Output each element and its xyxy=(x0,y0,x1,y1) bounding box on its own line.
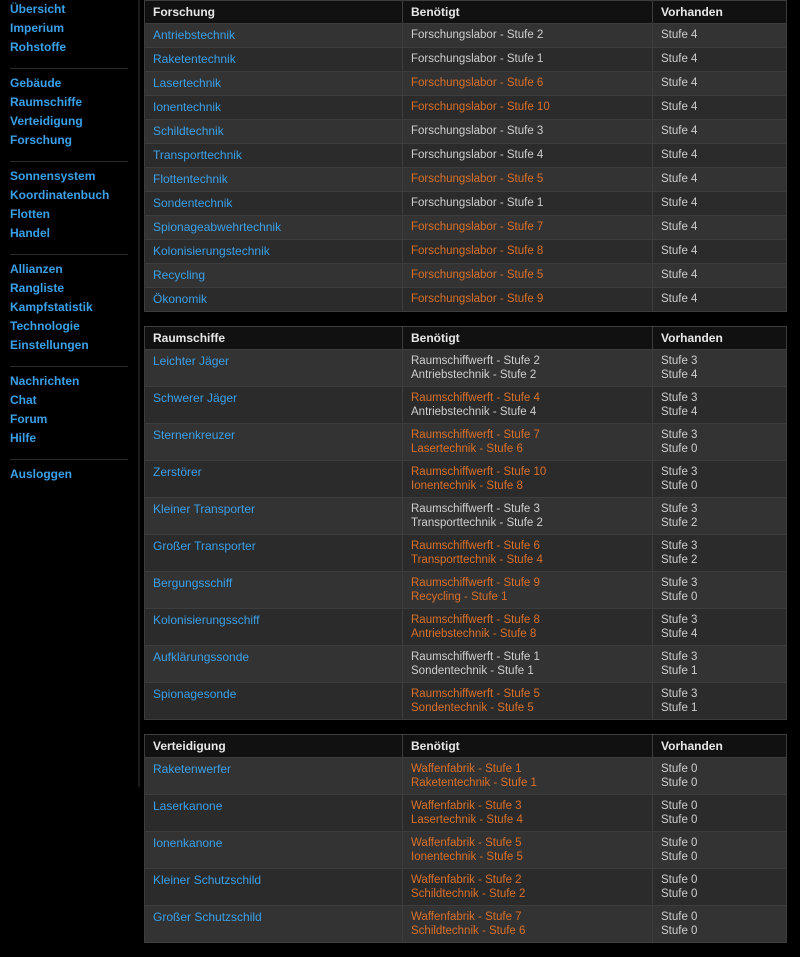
cell-available xyxy=(653,387,787,424)
sidebar-item-kampfstatistik[interactable]: Kampfstatistik xyxy=(10,300,93,314)
cell-available xyxy=(653,869,787,906)
sidebar-item-forum[interactable]: Forum xyxy=(10,412,48,426)
requirement-met: Antriebstechnik - Stufe 2 xyxy=(411,369,537,381)
table-row xyxy=(145,48,787,72)
item-link[interactable]: Ionenkanone xyxy=(153,836,223,850)
cell-requirements xyxy=(403,461,653,498)
cell-name xyxy=(145,288,403,312)
item-link[interactable]: Spionageabwehrtechnik xyxy=(153,220,282,234)
item-link[interactable]: Kolonisierungsschiff xyxy=(153,613,260,627)
available-level: Stufe 2 xyxy=(661,517,698,529)
table-row xyxy=(145,168,787,192)
sidebar-group-5 xyxy=(10,465,138,484)
cell-name xyxy=(145,168,403,192)
requirement-met: Sondentechnik - Stufe 1 xyxy=(411,665,534,677)
cell-name xyxy=(145,646,403,683)
sidebar-item-uebersicht[interactable]: Übersicht xyxy=(10,2,66,16)
table-row xyxy=(145,795,787,832)
available-level: Stufe 0 xyxy=(661,763,698,775)
cell-name xyxy=(145,264,403,288)
cell-requirements xyxy=(403,906,653,943)
sidebar-item-technologie[interactable]: Technologie xyxy=(10,319,80,333)
table-row xyxy=(145,72,787,96)
cell-name xyxy=(145,683,403,720)
requirement-met: Raumschiffwerft - Stufe 3 xyxy=(411,503,540,515)
cell-available xyxy=(653,461,787,498)
available-level: Stufe 1 xyxy=(661,665,698,677)
requirement-unmet: Forschungslabor - Stufe 8 xyxy=(411,245,544,257)
available-level: Stufe 4 xyxy=(661,101,698,113)
cell-name xyxy=(145,424,403,461)
requirement-unmet: Raumschiffwerft - Stufe 6 xyxy=(411,540,540,552)
item-link[interactable]: Antriebstechnik xyxy=(153,28,236,42)
sidebar-separator xyxy=(10,254,128,255)
column-header-required: Benötigt xyxy=(403,735,653,758)
column-header-required: Benötigt xyxy=(403,327,653,350)
requirement-unmet: Raumschiffwerft - Stufe 9 xyxy=(411,577,540,589)
available-level: Stufe 0 xyxy=(661,874,698,886)
sidebar-item-einstellungen[interactable]: Einstellungen xyxy=(10,338,89,352)
available-level: Stufe 3 xyxy=(661,466,698,478)
requirement-unmet: Waffenfabrik - Stufe 5 xyxy=(411,837,522,849)
cell-name xyxy=(145,461,403,498)
cell-requirements xyxy=(403,264,653,288)
available-level: Stufe 4 xyxy=(661,221,698,233)
column-header-name: Verteidigung xyxy=(145,735,403,758)
cell-available xyxy=(653,96,787,120)
cell-requirements xyxy=(403,48,653,72)
item-link[interactable]: Ionentechnik xyxy=(153,100,222,114)
sidebar-item-rohstoffe[interactable]: Rohstoffe xyxy=(10,40,66,54)
sidebar-group-3 xyxy=(10,260,138,355)
cell-requirements xyxy=(403,387,653,424)
requirement-unmet: Forschungslabor - Stufe 5 xyxy=(411,173,544,185)
table-row xyxy=(145,350,787,387)
column-header-name: Raumschiffe xyxy=(145,327,403,350)
available-level: Stufe 4 xyxy=(661,293,698,305)
sidebar-item-rangliste[interactable]: Rangliste xyxy=(10,281,65,295)
sidebar-item-koordinatenbuch[interactable]: Koordinatenbuch xyxy=(10,188,110,202)
table-row xyxy=(145,609,787,646)
available-level: Stufe 4 xyxy=(661,149,698,161)
cell-available xyxy=(653,795,787,832)
available-level: Stufe 0 xyxy=(661,800,698,812)
requirement-met: Transporttechnik - Stufe 2 xyxy=(411,517,543,529)
requirement-met: Forschungslabor - Stufe 1 xyxy=(411,53,544,65)
available-level: Stufe 0 xyxy=(661,480,698,492)
table-forschung xyxy=(144,0,787,312)
cell-name xyxy=(145,906,403,943)
available-level: Stufe 3 xyxy=(661,614,698,626)
cell-requirements xyxy=(403,646,653,683)
cell-available xyxy=(653,832,787,869)
cell-available xyxy=(653,609,787,646)
cell-name xyxy=(145,498,403,535)
available-level: Stufe 3 xyxy=(661,577,698,589)
requirement-unmet: Lasertechnik - Stufe 6 xyxy=(411,443,523,455)
table-raumschiffe xyxy=(144,326,787,720)
requirement-unmet: Waffenfabrik - Stufe 3 xyxy=(411,800,522,812)
requirement-unmet: Lasertechnik - Stufe 4 xyxy=(411,814,523,826)
cell-requirements xyxy=(403,535,653,572)
cell-available xyxy=(653,264,787,288)
item-link[interactable]: Großer Transporter xyxy=(153,539,256,553)
cell-name xyxy=(145,120,403,144)
item-link[interactable]: Transporttechnik xyxy=(153,148,242,162)
item-link[interactable]: Aufklärungssonde xyxy=(153,650,250,664)
item-link[interactable]: Bergungsschiff xyxy=(153,576,233,590)
cell-available xyxy=(653,48,787,72)
table-row xyxy=(145,120,787,144)
cell-requirements xyxy=(403,350,653,387)
table-row xyxy=(145,192,787,216)
requirement-unmet: Transporttechnik - Stufe 4 xyxy=(411,554,543,566)
cell-available xyxy=(653,144,787,168)
available-level: Stufe 3 xyxy=(661,392,698,404)
requirement-unmet: Raumschiffwerft - Stufe 7 xyxy=(411,429,540,441)
cell-requirements xyxy=(403,144,653,168)
technology-overview xyxy=(144,0,792,957)
requirement-unmet: Forschungslabor - Stufe 7 xyxy=(411,221,544,233)
cell-available xyxy=(653,72,787,96)
sidebar-group-0 xyxy=(10,0,138,57)
table-row xyxy=(145,683,787,720)
column-header-available: Vorhanden xyxy=(653,327,787,350)
requirement-unmet: Raumschiffwerft - Stufe 8 xyxy=(411,614,540,626)
cell-requirements xyxy=(403,498,653,535)
available-level: Stufe 4 xyxy=(661,245,698,257)
requirement-unmet: Recycling - Stufe 1 xyxy=(411,591,508,603)
requirement-unmet: Raumschiffwerft - Stufe 4 xyxy=(411,392,540,404)
available-level: Stufe 0 xyxy=(661,777,698,789)
cell-requirements xyxy=(403,96,653,120)
table-row xyxy=(145,906,787,943)
cell-requirements xyxy=(403,216,653,240)
table-row xyxy=(145,572,787,609)
column-header-required: Benötigt xyxy=(403,1,653,24)
available-level: Stufe 0 xyxy=(661,851,698,863)
available-level: Stufe 3 xyxy=(661,503,698,515)
item-link[interactable]: Raketentechnik xyxy=(153,52,236,66)
item-link[interactable]: Recycling xyxy=(153,268,206,282)
cell-requirements xyxy=(403,240,653,264)
sidebar-item-handel[interactable]: Handel xyxy=(10,226,51,240)
item-link[interactable]: Großer Schutzschild xyxy=(153,910,262,924)
table-verteidigung xyxy=(144,734,787,943)
cell-name xyxy=(145,216,403,240)
item-link[interactable]: Sondentechnik xyxy=(153,196,233,210)
cell-name xyxy=(145,24,403,48)
requirement-unmet: Sondentechnik - Stufe 5 xyxy=(411,702,534,714)
sidebar xyxy=(0,0,138,787)
cell-requirements xyxy=(403,120,653,144)
available-level: Stufe 4 xyxy=(661,406,698,418)
item-link[interactable]: Leichter Jäger xyxy=(153,354,230,368)
available-level: Stufe 4 xyxy=(661,173,698,185)
cell-name xyxy=(145,48,403,72)
cell-available xyxy=(653,240,787,264)
sidebar-item-raumschiffe[interactable]: Raumschiffe xyxy=(10,95,83,109)
cell-requirements xyxy=(403,168,653,192)
requirement-unmet: Forschungslabor - Stufe 10 xyxy=(411,101,550,113)
item-link[interactable]: Ökonomik xyxy=(153,292,208,306)
item-link[interactable]: Lasertechnik xyxy=(153,76,222,90)
sidebar-item-sonnensystem[interactable]: Sonnensystem xyxy=(10,169,96,183)
cell-requirements xyxy=(403,832,653,869)
available-level: Stufe 3 xyxy=(661,429,698,441)
cell-available xyxy=(653,758,787,795)
table-row xyxy=(145,758,787,795)
cell-name xyxy=(145,240,403,264)
cell-requirements xyxy=(403,609,653,646)
cell-name xyxy=(145,72,403,96)
sidebar-item-gebaeude[interactable]: Gebäude xyxy=(10,76,62,90)
available-level: Stufe 4 xyxy=(661,269,698,281)
available-level: Stufe 0 xyxy=(661,814,698,826)
cell-available xyxy=(653,424,787,461)
cell-available xyxy=(653,646,787,683)
table-row xyxy=(145,498,787,535)
item-link[interactable]: Laserkanone xyxy=(153,799,223,813)
cell-available xyxy=(653,288,787,312)
requirement-unmet: Schildtechnik - Stufe 6 xyxy=(411,925,526,937)
table-row xyxy=(145,646,787,683)
cell-available xyxy=(653,24,787,48)
sidebar-item-forschung[interactable]: Forschung xyxy=(10,133,72,147)
item-link[interactable]: Raketenwerfer xyxy=(153,762,232,776)
cell-name xyxy=(145,144,403,168)
sidebar-item-verteidigung[interactable]: Verteidigung xyxy=(10,114,83,128)
cell-available xyxy=(653,572,787,609)
sidebar-separator xyxy=(10,366,128,367)
requirement-met: Antriebstechnik - Stufe 4 xyxy=(411,406,537,418)
sidebar-separator xyxy=(10,68,128,69)
cell-requirements xyxy=(403,572,653,609)
table-row xyxy=(145,461,787,498)
requirement-unmet: Forschungslabor - Stufe 6 xyxy=(411,77,544,89)
available-level: Stufe 0 xyxy=(661,591,698,603)
sidebar-item-hilfe[interactable]: Hilfe xyxy=(10,431,37,445)
sidebar-item-imperium[interactable]: Imperium xyxy=(10,21,65,35)
table-row xyxy=(145,264,787,288)
cell-requirements xyxy=(403,24,653,48)
available-level: Stufe 0 xyxy=(661,925,698,937)
requirement-unmet: Forschungslabor - Stufe 9 xyxy=(411,293,544,305)
available-level: Stufe 3 xyxy=(661,651,698,663)
cell-name xyxy=(145,758,403,795)
cell-available xyxy=(653,216,787,240)
cell-name xyxy=(145,535,403,572)
sidebar-divider xyxy=(138,0,140,787)
cell-name xyxy=(145,572,403,609)
cell-available xyxy=(653,535,787,572)
available-level: Stufe 4 xyxy=(661,628,698,640)
column-header-available: Vorhanden xyxy=(653,735,787,758)
table-row xyxy=(145,535,787,572)
table-row xyxy=(145,96,787,120)
item-link[interactable]: Spionagesonde xyxy=(153,687,237,701)
item-link[interactable]: Schildtechnik xyxy=(153,124,224,138)
requirement-unmet: Waffenfabrik - Stufe 1 xyxy=(411,763,522,775)
requirement-met: Forschungslabor - Stufe 1 xyxy=(411,197,544,209)
requirement-unmet: Raumschiffwerft - Stufe 5 xyxy=(411,688,540,700)
cell-available xyxy=(653,498,787,535)
item-link[interactable]: Schwerer Jäger xyxy=(153,391,238,405)
available-level: Stufe 4 xyxy=(661,197,698,209)
cell-requirements xyxy=(403,288,653,312)
available-level: Stufe 3 xyxy=(661,540,698,552)
table-row xyxy=(145,144,787,168)
cell-requirements xyxy=(403,869,653,906)
requirement-met: Raumschiffwerft - Stufe 2 xyxy=(411,355,540,367)
cell-requirements xyxy=(403,72,653,96)
cell-available xyxy=(653,350,787,387)
cell-name xyxy=(145,869,403,906)
cell-available xyxy=(653,906,787,943)
cell-requirements xyxy=(403,424,653,461)
table-row xyxy=(145,424,787,461)
cell-requirements xyxy=(403,758,653,795)
requirement-met: Forschungslabor - Stufe 3 xyxy=(411,125,544,137)
available-level: Stufe 3 xyxy=(661,688,698,700)
item-link[interactable]: Kolonisierungstechnik xyxy=(153,244,270,258)
table-row xyxy=(145,216,787,240)
available-level: Stufe 4 xyxy=(661,77,698,89)
table-row xyxy=(145,288,787,312)
sidebar-item-flotten[interactable]: Flotten xyxy=(10,207,50,221)
available-level: Stufe 0 xyxy=(661,443,698,455)
item-link[interactable]: Flottentechnik xyxy=(153,172,228,186)
cell-name xyxy=(145,96,403,120)
cell-name xyxy=(145,795,403,832)
cell-name xyxy=(145,387,403,424)
item-link[interactable]: Zerstörer xyxy=(153,465,202,479)
cell-name xyxy=(145,350,403,387)
cell-requirements xyxy=(403,683,653,720)
table-row xyxy=(145,869,787,906)
sidebar-group-1 xyxy=(10,74,138,150)
available-level: Stufe 4 xyxy=(661,369,698,381)
available-level: Stufe 0 xyxy=(661,837,698,849)
sidebar-group-2 xyxy=(10,167,138,243)
available-level: Stufe 0 xyxy=(661,888,698,900)
cell-requirements xyxy=(403,795,653,832)
table-row xyxy=(145,832,787,869)
sidebar-item-nachrichten[interactable]: Nachrichten xyxy=(10,374,80,388)
available-level: Stufe 1 xyxy=(661,702,698,714)
sidebar-group-4 xyxy=(10,372,138,448)
requirement-unmet: Waffenfabrik - Stufe 7 xyxy=(411,911,522,923)
item-link[interactable]: Kleiner Transporter xyxy=(153,502,256,516)
available-level: Stufe 4 xyxy=(661,125,698,137)
requirement-met: Raumschiffwerft - Stufe 1 xyxy=(411,651,540,663)
column-header-name: Forschung xyxy=(145,1,403,24)
item-link[interactable]: Sternenkreuzer xyxy=(153,428,236,442)
available-level: Stufe 0 xyxy=(661,911,698,923)
requirement-met: Forschungslabor - Stufe 4 xyxy=(411,149,544,161)
requirement-unmet: Antriebstechnik - Stufe 8 xyxy=(411,628,537,640)
cell-available xyxy=(653,192,787,216)
cell-available xyxy=(653,168,787,192)
cell-requirements xyxy=(403,192,653,216)
requirement-unmet: Waffenfabrik - Stufe 2 xyxy=(411,874,522,886)
cell-name xyxy=(145,192,403,216)
sidebar-separator xyxy=(10,161,128,162)
requirement-unmet: Raketentechnik - Stufe 1 xyxy=(411,777,537,789)
sidebar-item-chat[interactable]: Chat xyxy=(10,393,37,407)
sidebar-item-ausloggen[interactable]: Ausloggen xyxy=(10,467,72,481)
table-row xyxy=(145,240,787,264)
cell-name xyxy=(145,609,403,646)
table-row xyxy=(145,387,787,424)
available-level: Stufe 2 xyxy=(661,554,698,566)
available-level: Stufe 3 xyxy=(661,355,698,367)
sidebar-separator xyxy=(10,459,128,460)
sidebar-item-allianzen[interactable]: Allianzen xyxy=(10,262,63,276)
column-header-available: Vorhanden xyxy=(653,1,787,24)
requirement-unmet: Ionentechnik - Stufe 8 xyxy=(411,480,523,492)
requirement-unmet: Ionentechnik - Stufe 5 xyxy=(411,851,523,863)
cell-available xyxy=(653,120,787,144)
cell-available xyxy=(653,683,787,720)
item-link[interactable]: Kleiner Schutzschild xyxy=(153,873,262,887)
cell-name xyxy=(145,832,403,869)
available-level: Stufe 4 xyxy=(661,29,698,41)
available-level: Stufe 4 xyxy=(661,53,698,65)
requirement-met: Forschungslabor - Stufe 2 xyxy=(411,29,544,41)
requirement-unmet: Schildtechnik - Stufe 2 xyxy=(411,888,526,900)
requirement-unmet: Raumschiffwerft - Stufe 10 xyxy=(411,466,547,478)
requirement-unmet: Forschungslabor - Stufe 5 xyxy=(411,269,544,281)
table-row xyxy=(145,24,787,48)
